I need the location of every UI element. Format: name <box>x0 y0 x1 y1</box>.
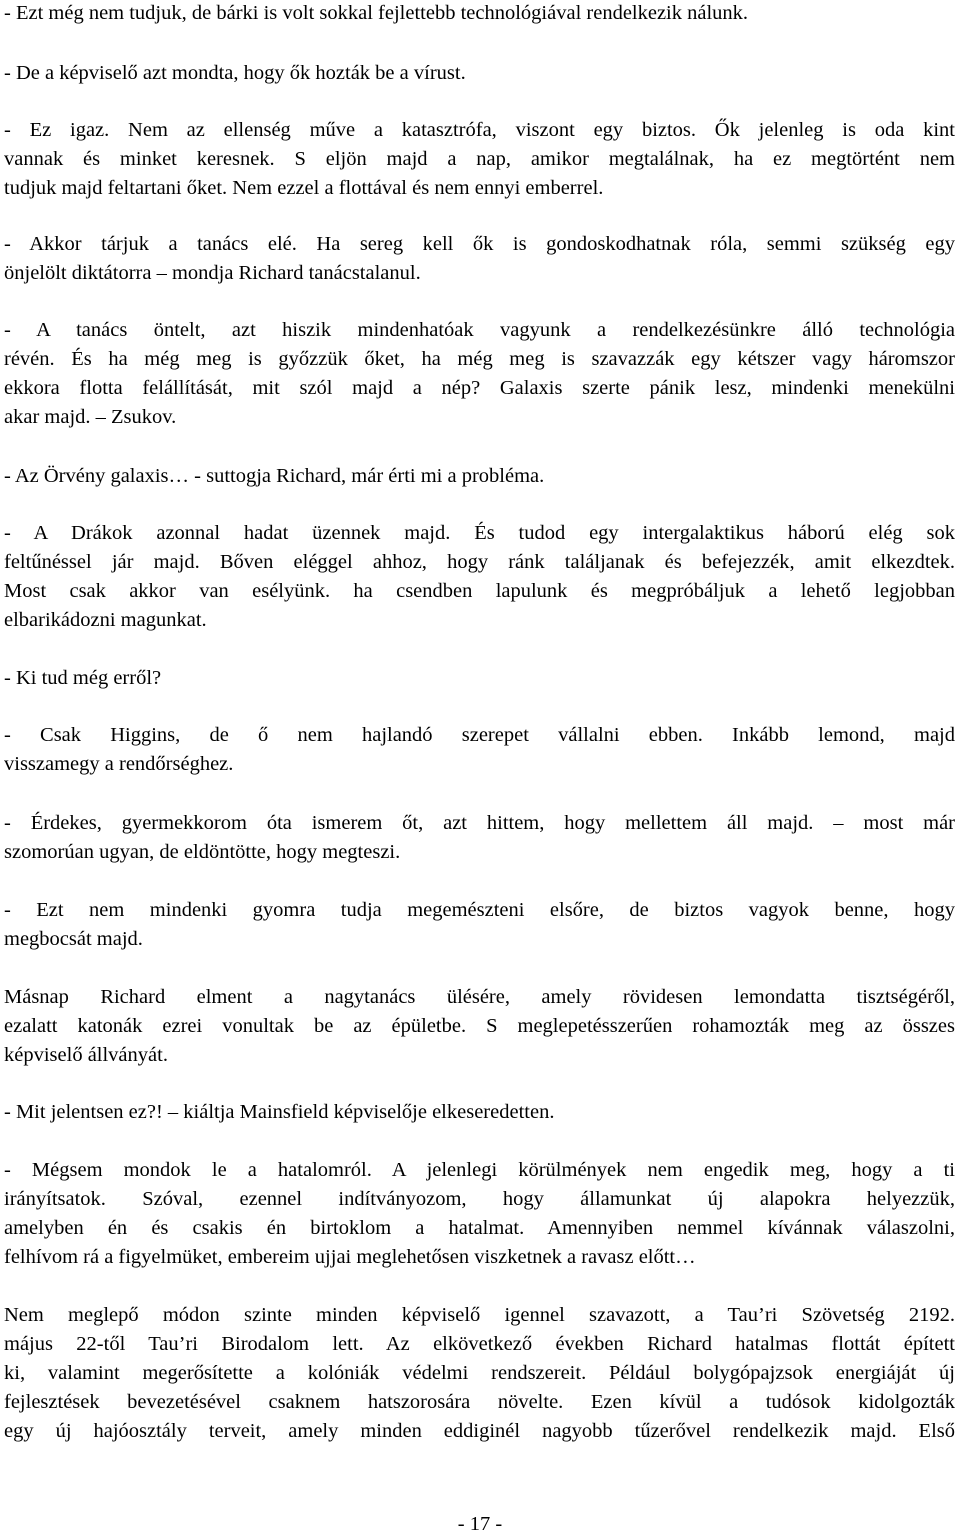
text-line: vannak és minket keresnek. S eljön majd a nap, amikor megtalálnak, ha ez megtörtént nem <box>4 147 955 170</box>
text-line: - Akkor tárjuk a tanács elé. Ha sereg kell ők is gondoskodhatnak róla, semmi szükség egy <box>4 233 955 255</box>
text-line: - Ezt nem mindenki gyomra tudja megemészteni elsőre, de biztos vagyok benne, hogy <box>4 899 955 921</box>
page-number: - 17 - <box>457 1513 503 1535</box>
text-line: május 22-től Tau’ri Birodalom lett. Az elkövetkező években Richard hatalmas flottát épített <box>4 1332 955 1355</box>
text-line: Most csak akkor van esélyünk. ha csendben lapulunk és megpróbáljuk a lehető legjobban <box>4 579 955 602</box>
text-line: révén. És ha még meg is győzzük őket, ha még meg is szavazzák egy kétszer vagy háromszor <box>4 347 955 370</box>
text-line: akar majd. – Zsukov. <box>4 405 177 428</box>
text-line: képviselő állványát. <box>4 1043 168 1066</box>
text-line: - Érdekes, gyermekkorom óta ismerem őt, azt hittem, hogy mellettem áll majd. – most már <box>4 812 955 834</box>
text-line: - A Drákok azonnal hadat üzennek majd. És tudod egy intergalaktikus háború elég sok <box>4 522 955 544</box>
text-line: - A tanács öntelt, azt hiszik mindenhatóak vagyunk a rendelkezésünkre álló technológia <box>4 319 955 341</box>
text-line: Másnap Richard elment a nagytanács ülésére, amely rövidesen lemondatta tisztségéről, <box>4 986 955 1008</box>
paragraph <box>4 59 955 88</box>
text-line: megbocsát majd. <box>4 927 143 950</box>
paragraph <box>4 519 955 635</box>
text-line: elbarikádozni magunkat. <box>4 608 207 631</box>
text-line: amelyben én és csakis én birtoklom a hatalmat. Amennyiben nemmel kívánnak válaszolni, <box>4 1216 955 1239</box>
text-line: irányítsatok. Szóval, ezennel indítványozom, hogy államunkat új alapokra helyezzük, <box>4 1187 955 1210</box>
text-line: tudjuk majd feltartani őket. Nem ezzel a flottával és nem ennyi emberrel. <box>4 176 604 199</box>
paragraph <box>4 1156 955 1272</box>
text-line: egy új hajóosztály terveit, amely minden eddiginél nagyobb tűzerővel rendelkezik majd. Első <box>4 1419 955 1442</box>
paragraph <box>4 664 955 693</box>
text-line: - Ez igaz. Nem az ellenség műve a katasztrófa, viszont egy biztos. Ők jelenleg is oda kint <box>4 119 955 141</box>
text-line: - Csak Higgins, de ő nem hajlandó szerepet vállalni ebben. Inkább lemond, majd <box>4 724 955 746</box>
text-line: - Az Örvény galaxis… - suttogja Richard, már érti mi a probléma. <box>4 465 545 487</box>
paragraph <box>4 316 955 432</box>
paragraph <box>4 1098 955 1127</box>
paragraph <box>4 896 955 954</box>
text-line: ezalatt katonák ezrei vonultak be az épületbe. S meglepetésszerűen rohamozták meg az összes <box>4 1014 955 1037</box>
paragraph <box>4 1301 955 1446</box>
paragraph <box>4 809 955 867</box>
paragraph <box>4 0 955 28</box>
paragraph <box>4 462 955 491</box>
text-line: ki, valamint megerősítette a kolóniák védelmi rendszereit. Például bolygópajzsok energiáját új <box>4 1361 955 1384</box>
text-line: - De a képviselő azt mondta, hogy ők hozták be a vírust. <box>4 62 466 84</box>
text-line: önjelölt diktátorra – mondja Richard tanácstalanul. <box>4 261 421 284</box>
paragraph <box>4 721 955 779</box>
paragraph <box>4 983 955 1070</box>
paragraph <box>4 116 955 203</box>
paragraph <box>4 230 955 288</box>
text-line: visszamegy a rendőrséghez. <box>4 752 234 775</box>
text-line: felhívom rá a figyelmüket, embereim ujjai meglehetősen viszketnek a ravasz előtt… <box>4 1245 696 1268</box>
text-line: - Mit jelentsen ez?! – kiáltja Mainsfield képviselője elkeseredetten. <box>4 1101 555 1123</box>
text-line: fejlesztések bevezetésével csaknem hatszorosára növelte. Ezen kívül a tudósok kidolgozták <box>4 1390 955 1413</box>
text-line: feltűnéssel jár majd. Bőven eléggel ahhoz, hogy ránk találjanak és befejezzék, amit elkezdtek. <box>4 550 955 573</box>
text-line: ekkora flotta felállítását, mit szól majd a nép? Galaxis szerte pánik lesz, mindenki menekülni <box>4 376 955 399</box>
text-line: - Ezt még nem tudjuk, de bárki is volt sokkal fejlettebb technológiával rendelkezik nálunk. <box>4 2 749 24</box>
text-line: szomorúan ugyan, de eldöntötte, hogy megteszi. <box>4 840 401 863</box>
text-line: - Mégsem mondok le a hatalomról. A jelenlegi körülmények nem engedik meg, hogy a ti <box>4 1159 955 1181</box>
text-line: - Ki tud még erről? <box>4 667 162 689</box>
text-line: Nem meglepő módon szinte minden képviselő igennel szavazott, a Tau’ri Szövetség 2192. <box>4 1304 955 1326</box>
